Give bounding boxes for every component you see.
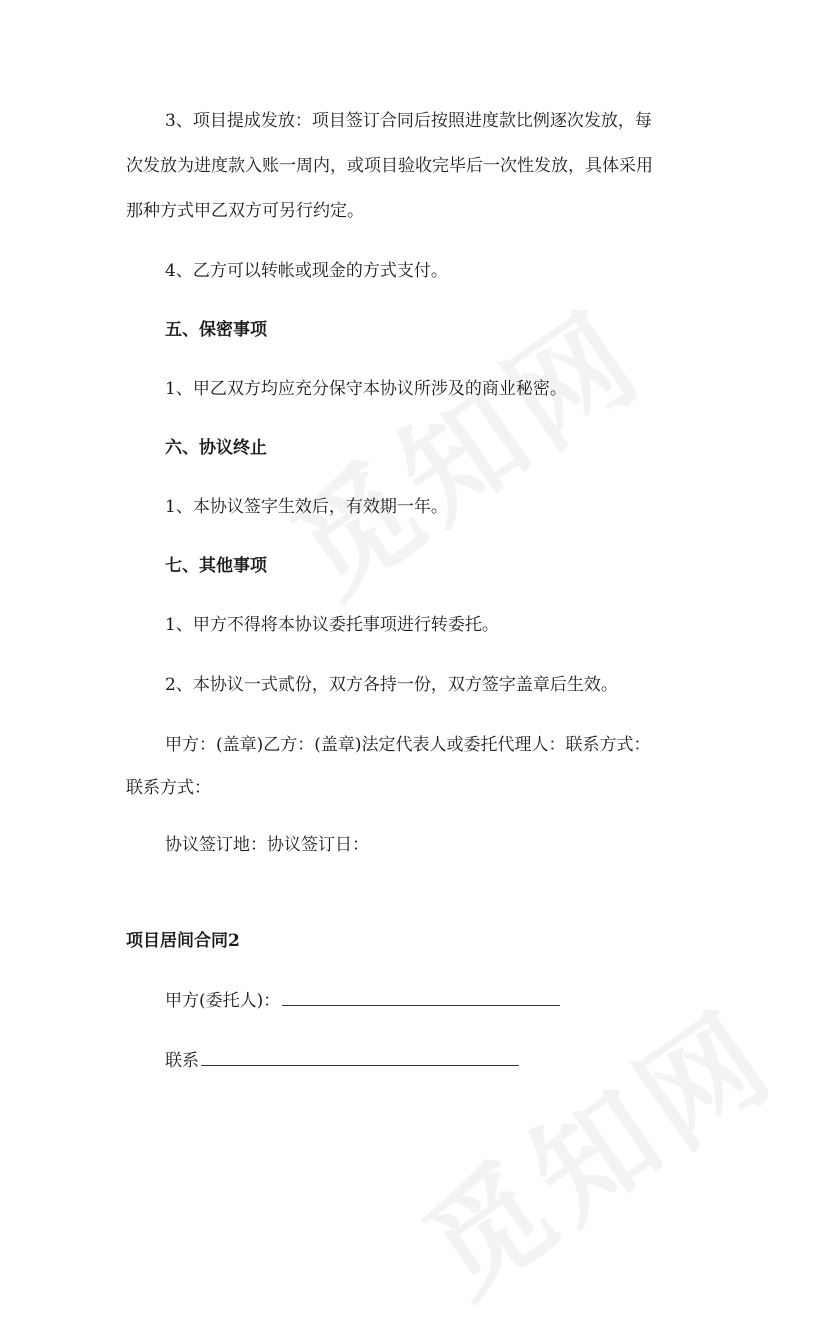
signing-place-date: 协议签订地：协议签订日： [165,835,369,855]
contact-label: 联系 [165,1051,199,1071]
party-a-blank[interactable] [282,990,560,1006]
paragraph-3-line-3: 那种方式甲乙双方可另行约定。 [126,201,364,221]
contract-2-title: 项目居间合同2 [126,931,240,951]
paragraph-3-line-2: 次发放为进度款入账一周内，或项目验收完毕后一次性发放，具体采用 [126,156,653,176]
section-6-item-1: 1、本协议签字生效后，有效期一年。 [165,497,448,517]
party-a-label: 甲方(委托人)： [165,991,281,1011]
section-7-item-1: 1、甲方不得将本协议委托事项进行转委托。 [165,615,499,635]
contact-blank[interactable] [201,1050,519,1066]
signature-line-2: 联系方式： [126,778,211,798]
contact-field [165,1050,519,1072]
section-7-heading: 七、其他事项 [165,556,267,576]
section-5-item-1: 1、甲乙双方均应充分保守本协议所涉及的商业秘密。 [165,379,567,399]
section-5-heading: 五、保密事项 [165,320,267,340]
paragraph-4: 4、乙方可以转帐或现金的方式支付。 [165,261,448,281]
section-7-item-2: 2、本协议一式贰份，双方各持一份，双方签字盖章后生效。 [165,675,618,695]
paragraph-3-line-1: 3、项目提成发放：项目签订合同后按照进度款比例逐次发放，每 [165,111,652,131]
signature-line-1: 甲方：(盖章)乙方：(盖章)法定代表人或委托代理人：联系方式： [165,735,651,755]
party-a-field [165,990,560,1012]
section-6-heading: 六、协议终止 [165,438,267,458]
